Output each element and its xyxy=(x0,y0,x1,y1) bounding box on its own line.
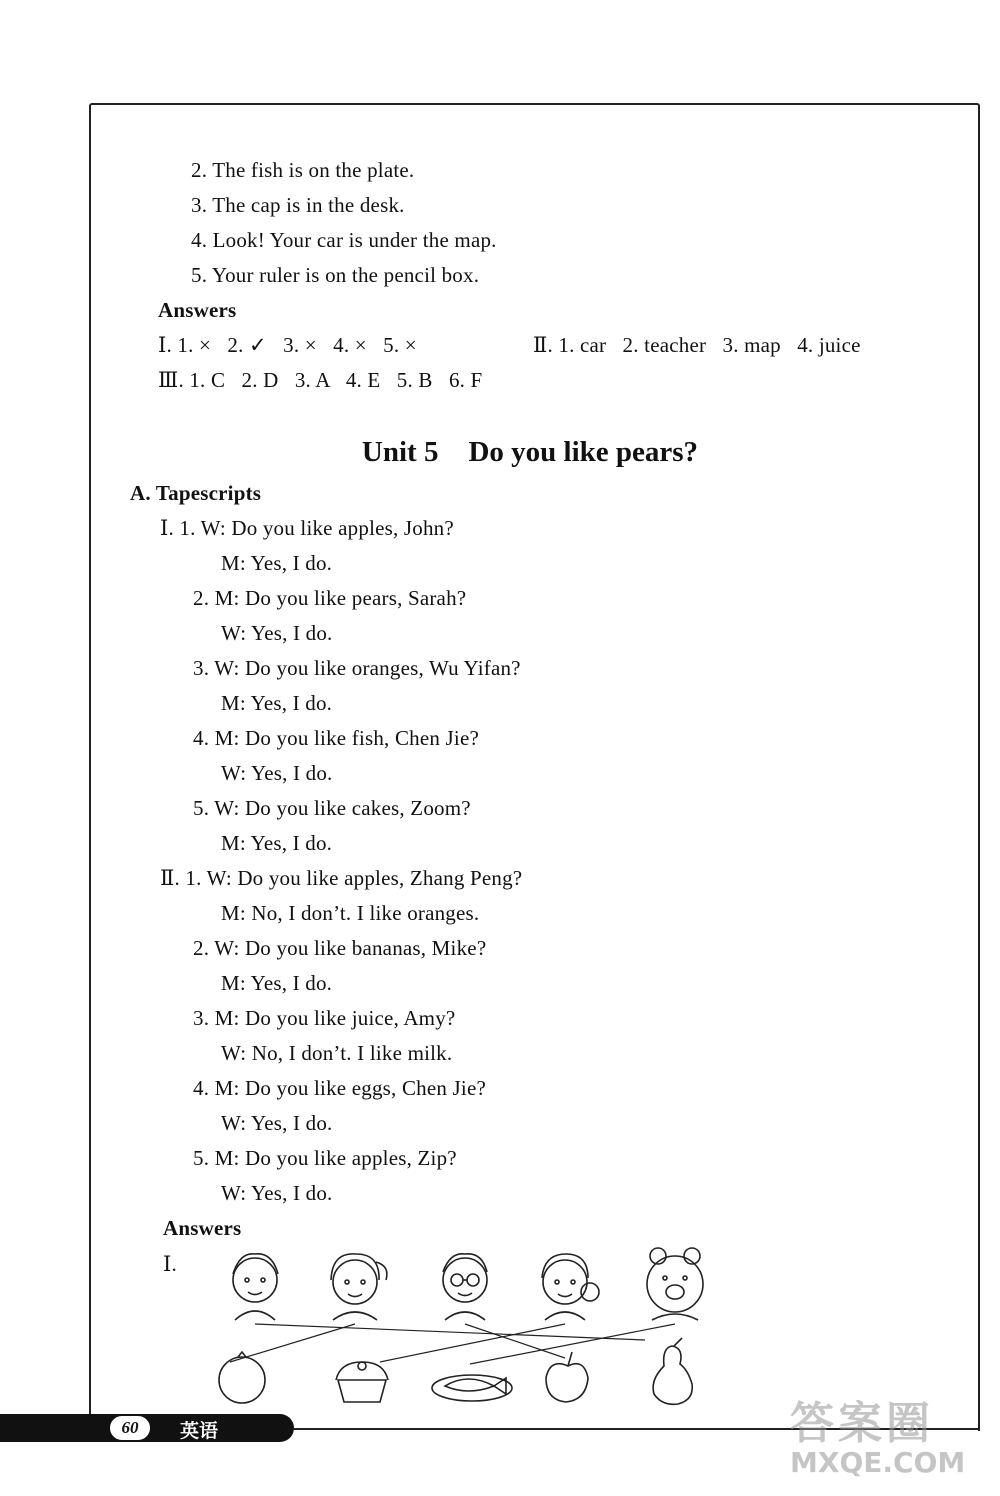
bear-face-icon xyxy=(647,1248,703,1320)
boy-glasses-face-icon xyxy=(443,1254,487,1320)
tapescript-line: 2. W: Do you like bananas, Mike? xyxy=(193,936,487,960)
unit-number: Unit 5 xyxy=(361,436,439,468)
tapescripts-heading: A. Tapescripts xyxy=(130,481,262,505)
watermark-line-1: 答案圈 xyxy=(790,1398,934,1449)
tapescript-line: W: Yes, I do. xyxy=(221,1181,333,1205)
listening-line-2: 2. The fish is on the plate. xyxy=(191,158,415,182)
listening-line-5: 5. Your ruler is on the pencil box. xyxy=(191,263,480,287)
tapescript-line: W: Yes, I do. xyxy=(221,621,333,645)
tapescript-line: Ⅰ. 1. W: Do you like apples, John? xyxy=(160,516,454,540)
fish-plate-icon xyxy=(432,1375,512,1401)
matching-illustration xyxy=(200,1240,720,1410)
listening-line-4: 4. Look! Your car is under the map. xyxy=(191,228,497,252)
tapescript-line: W: Yes, I do. xyxy=(221,761,333,785)
tapescript-line: 4. M: Do you like eggs, Chen Jie? xyxy=(193,1076,486,1100)
tapescript-line: 4. M: Do you like fish, Chen Jie? xyxy=(193,726,479,750)
tapescript-line: W: No, I don’t. I like milk. xyxy=(221,1041,453,1065)
tapescript-line: M: Yes, I do. xyxy=(221,971,333,995)
cake-icon xyxy=(336,1362,388,1402)
orange-icon xyxy=(219,1352,265,1403)
answers-heading-2: Answers xyxy=(163,1216,242,1240)
tapescript-line: 2. M: Do you like pears, Sarah? xyxy=(193,586,467,610)
listening-line-3: 3. The cap is in the desk. xyxy=(191,193,405,217)
boy-face-icon xyxy=(233,1254,278,1320)
subject-label: 英语 xyxy=(180,1420,219,1442)
answers-heading-1: Answers xyxy=(158,298,237,322)
tapescript-line: 5. M: Do you like apples, Zip? xyxy=(193,1146,457,1170)
matching-lines xyxy=(230,1324,675,1364)
watermark xyxy=(790,1400,965,1478)
unit-name: Do you like pears? xyxy=(468,436,699,468)
tapescript-line: 3. W: Do you like oranges, Wu Yifan? xyxy=(193,656,521,680)
tapescript-line: W: Yes, I do. xyxy=(221,1111,333,1135)
unit-title xyxy=(0,436,1000,469)
tapescript-line: M: Yes, I do. xyxy=(221,691,333,715)
tapescript-line: M: Yes, I do. xyxy=(221,831,333,855)
page-number: 60 xyxy=(108,1414,152,1442)
tapescript-line: M: No, I don’t. I like oranges. xyxy=(221,901,480,925)
tapescript-line: M: Yes, I do. xyxy=(221,551,333,575)
tapescript-line: 3. M: Do you like juice, Amy? xyxy=(193,1006,456,1030)
pear-icon xyxy=(653,1338,692,1404)
girl-bun-face-icon xyxy=(542,1254,599,1320)
girl-face-icon xyxy=(331,1254,387,1320)
answers-row-2: Ⅲ. 1. C 2. D 3. A 4. E 5. B 6. F xyxy=(158,368,483,392)
tapescript-line: Ⅱ. 1. W: Do you like apples, Zhang Peng? xyxy=(160,866,523,890)
apple-icon xyxy=(546,1352,588,1402)
watermark-line-2: MXQE.COM xyxy=(790,1446,966,1479)
answers-roman-1: Ⅰ. xyxy=(163,1252,177,1276)
answers-row-1a: Ⅰ. 1. × 2. ✓ 3. × 4. × 5. × xyxy=(158,333,417,357)
tapescript-line: 5. W: Do you like cakes, Zoom? xyxy=(193,796,471,820)
answers-row-1b: Ⅱ. 1. car 2. teacher 3. map 4. juice xyxy=(533,333,861,357)
